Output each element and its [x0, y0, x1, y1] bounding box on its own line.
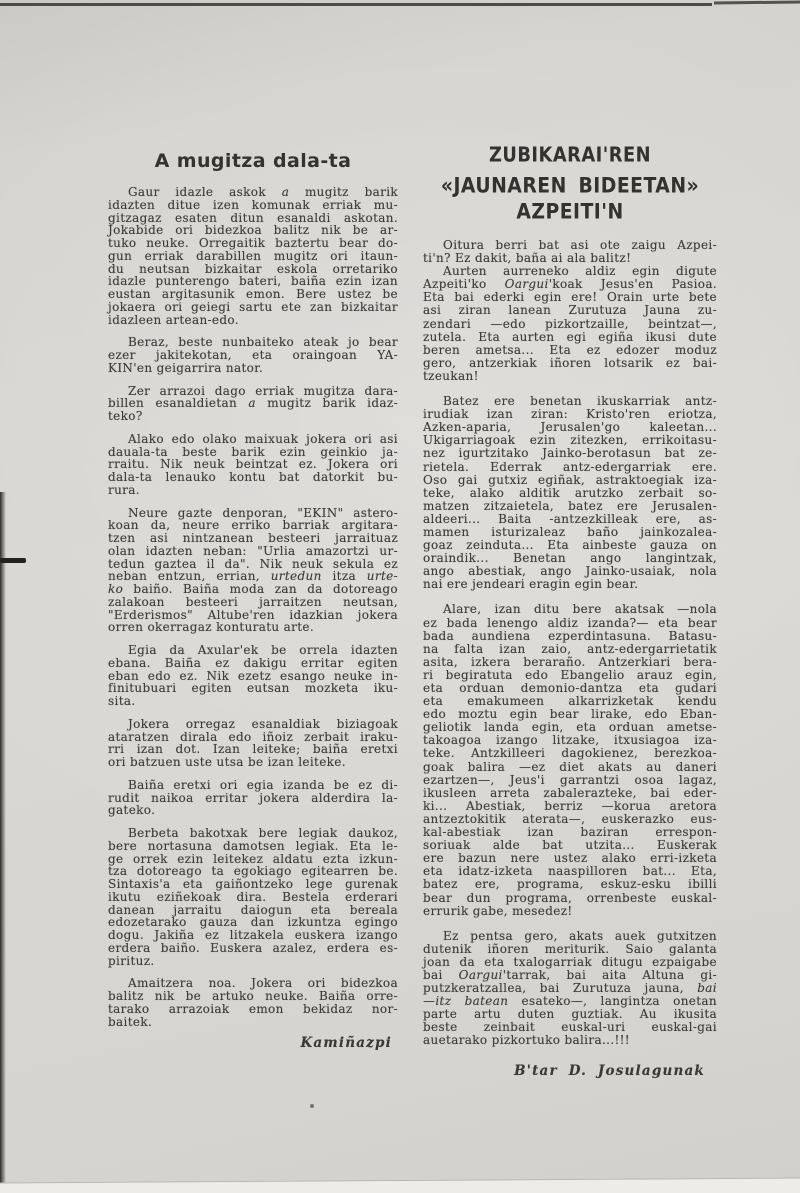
text-line: ere bazun nere ustez alako erri-izketa: [423, 851, 717, 866]
text-line: matzen zitzaietela, batez ere Jerusalen-: [423, 498, 717, 513]
text-line: zalakoan besteeri jarraitzen neutsan,: [108, 594, 398, 609]
text-line: Alako edo olako maixuak jokera ori asi: [128, 431, 398, 446]
paragraph: [108, 977, 398, 1028]
text-line: ezartzen—, Jeus'i garrantzi osoa lagaz,: [423, 772, 717, 787]
text-line: Sintaxis'a eta gaiñontzeko lege gurenak: [108, 877, 398, 891]
text-line: batez ere, programa, eskuz-esku ibilli: [423, 877, 717, 892]
text-line: Ez pentsa gero, akats auek gutxitzen: [443, 928, 717, 943]
text-line: gitzagaz esaten ditun esanaldi askotan.: [108, 210, 398, 225]
text-line: idazle punterengo bateri, baiña ezin izan: [108, 274, 398, 289]
text-line: rudit naikoa erritar jokera alderdira la-: [108, 790, 398, 805]
text-line: mamen isturizaleaz baño jainkozalea-: [423, 524, 717, 539]
text-line: ataratzen dirala edo iñoiz zerbait iraku-: [108, 729, 398, 744]
text-line: edozetarako gauza dan izkuntza egingo: [108, 915, 398, 930]
text-line: rraitu. Nik neuk beintzat ez. Jokera ori: [108, 457, 398, 472]
text-line: ikusleen arreta zabalerazteke, bai eder-: [423, 785, 717, 800]
text-line: asi ziran lanean Zurutuza Jauna zu-: [423, 303, 717, 318]
text-line: Neure gazte denporan, "EKIN" astero-: [128, 505, 398, 520]
text-line: eta orduan demonio-dantza eta gudari: [423, 681, 717, 695]
text-line: teke, alako alditik arutzko zerbait so-: [423, 485, 717, 500]
text-line: bear dun programa, orrenbeste euskal-: [423, 890, 717, 905]
page-top-edge-crack: [714, 1, 800, 5]
text-line: Berbeta bakotxak bere legiak daukoz,: [128, 826, 398, 840]
text-line: beste zeinbait euskal-uri euskal-gai: [423, 1020, 717, 1035]
text-line: oraindik... Benetan ango langintzak,: [423, 551, 717, 566]
text-line: tuko neuke. Orregaitik baztertu bear do-: [108, 236, 398, 250]
text-line: ebana. Baiña ez dakigu erritar egiten: [108, 655, 398, 670]
right-article-title-line2: «JAUNAREN BIDEETAN» AZPEITI'N: [440, 172, 700, 224]
text-line: Egia da Axular'ek be orrela idazten: [128, 643, 398, 657]
text-line: na falta izan zaio, antz-edergarrietatik: [423, 641, 717, 656]
text-line: bere nortasuna damotsen legiak. Eta le-: [108, 838, 398, 853]
text-line: Oso gai gutxiz egiñak, astraktoegiak iza-: [423, 472, 717, 487]
text-line: idazleen artean-edo.: [108, 312, 239, 327]
text-line: baitek.: [108, 1014, 153, 1029]
paragraph: [108, 507, 398, 635]
text-line: eban edo ez. Nik ezetz esango neuke in-: [108, 668, 398, 683]
text-line: ez bada lenengo aldiz izanda?— eta bear: [423, 615, 717, 630]
text-line: goak balira —ez diet akats au daneri: [423, 759, 717, 774]
text-line: putzkeratzallea, bai Zurutuza jauna, bai: [423, 981, 717, 996]
text-line: tzeukan!: [423, 368, 479, 383]
text-line: teko?: [108, 409, 143, 423]
left-article: [108, 150, 398, 1051]
text-line: dogu. Jakiña ez litzakela euskera izango: [108, 928, 398, 942]
paragraph: [108, 644, 398, 708]
margin-mark: [0, 558, 26, 563]
text-line: balitz nik be artuko neuke. Baiña orre-: [108, 989, 398, 1003]
text-line: tzen asi nintzanean besteeri jarraituaz: [108, 531, 398, 545]
text-line: erdera baiño. Euskera azalez, erdera es-: [108, 940, 398, 955]
text-line: rietela. Ederrak antz-edergarriak ere.: [423, 459, 717, 474]
text-line: Beraz, beste nunbaiteko ateak jo bear: [128, 335, 398, 350]
text-line: ri begiratuta edo Ebangelio arauz egin,: [423, 667, 717, 682]
text-line: takoagoa izango litzake, itxusiagoa iza-: [423, 733, 717, 748]
text-line: parte artu duten guztiak. Au ikusita: [423, 1007, 717, 1022]
text-line: ti'n? Ez dakit, baña ai ala balitz!: [423, 251, 632, 266]
text-line: Batez ere benetan ikuskarriak antz-: [443, 394, 717, 409]
text-line: danean jarraitu daiogun eta bereala: [108, 902, 398, 917]
paragraph: [423, 603, 717, 917]
text-line: jokaera ori geiegi sartu ete zan bizkaitar: [108, 299, 398, 314]
paragraph: [423, 265, 717, 383]
text-line: ori batzuen uste utsa be izan leiteke.: [108, 755, 346, 769]
paragraph: [108, 779, 398, 817]
text-line: kal-abestiak izan baziran errespon-: [423, 825, 717, 840]
right-article-title-line1: ZUBIKARAI'REN: [488, 143, 652, 167]
text-line: olan idazten neban: "Urlia amazortzi ur-: [108, 543, 398, 558]
text-line: Baiña eretxi ori egia izanda be ez di-: [128, 777, 398, 792]
text-line: zutela. Eta aurten egi egiña ikusi dute: [423, 329, 717, 344]
paragraph: [108, 336, 398, 374]
text-line: beren ametsa... Eta ez edozer moduz: [423, 342, 717, 357]
text-line: teke. Antzkilleeri dagokienez, berezkoa-: [423, 746, 717, 761]
text-line: errurik gabe, mesedez!: [423, 903, 573, 918]
text-line: koan da, neure erriko barriak argitara-: [108, 518, 398, 533]
text-line: gun erriak darabillen mugitz ori itaun-: [108, 248, 398, 263]
text-line: ikutu eziñekoak dira. Bestela erderari: [108, 889, 398, 904]
text-line: dutenik iñoren meriturik. Saio galanta: [423, 941, 717, 956]
text-line: tza dotoreago ta egokiago egitearren be.: [108, 864, 398, 879]
text-line: Ukigarriagoak ezin zitezken, errikoitasu-: [423, 433, 717, 448]
text-line: Oitura berri bat asi ote zaigu Azpei-: [443, 238, 717, 252]
paragraph: [423, 395, 717, 591]
text-line: Azpeiti'ko Oargui'koak Jesus'en Pasioa.: [423, 277, 717, 292]
right-article-body: [423, 239, 717, 1048]
text-line: tedun gaztea il da". Nik neuk sekula ez: [108, 556, 398, 571]
text-line: orren okerragaz konturatu arte.: [108, 620, 315, 635]
text-line: idazten ditue izen komunak erriak mu-: [108, 197, 398, 212]
right-article: [423, 144, 717, 1079]
text-line: eustan argitasunik emon. Bere ustez be: [108, 287, 398, 301]
text-line: irudiak izan ziran: Kristo'ren eriotza,: [423, 407, 717, 422]
text-line: du neutsan bizkaitar eskola orretariko: [108, 261, 398, 276]
text-line: billen esanaldietan a mugitz barik idaz-: [108, 396, 398, 411]
text-line: sita.: [108, 694, 136, 708]
text-line: rura.: [108, 482, 140, 497]
text-line: ko baiño. Baiña moda zan da dotoreago: [108, 582, 398, 596]
text-line: neban entzun, errian, urtedun itza urte-: [108, 569, 398, 584]
text-line: joan da eta txalogarriak ditugu ezpaigabe: [423, 954, 717, 969]
text-line: zendari —edo pizkortzaille, beintzat—,: [423, 316, 717, 331]
paragraph: [108, 827, 398, 967]
text-line: Alare, izan ditu bere akatsak —nola: [443, 602, 717, 617]
paragraph: [423, 239, 717, 265]
text-line: dauala-ta beste barik ezin geinkio ja-: [108, 444, 398, 459]
text-line: pirituz.: [108, 953, 155, 968]
text-line: rri izan dot. Izan leiteke; baiña eretxi: [108, 742, 398, 757]
text-line: Jokera orregaz esanaldiak biziagoak: [128, 716, 398, 731]
paragraph: [108, 186, 398, 326]
text-line: Azken-aparia, Jerusalen'go kaleetan...: [423, 420, 717, 435]
text-line: Amaitzera noa. Jokera ori bidezkoa: [128, 976, 398, 991]
text-line: gateko.: [108, 803, 156, 818]
text-line: auetarako pizkortuko balira...!!!: [423, 1033, 630, 1048]
text-line: eta idatz-izketa naaspilloren bat... Eta,: [423, 864, 717, 879]
text-line: Jokabide ori bidezkoa balitz nik be ar-: [108, 223, 398, 238]
left-article-title: A mugitza dala-ta: [154, 150, 352, 172]
text-line: —itz batean esateko—, langintza onetan: [423, 994, 717, 1009]
text-line: goaz zeinduta... Eta ainbeste gauza on: [423, 538, 717, 553]
left-article-signature: Kamiñazpi: [300, 1035, 392, 1052]
text-line: edo moztu egin bear lirake, edo Eban-: [423, 707, 717, 722]
text-line: Gaur idazle askok a mugitz barik: [128, 185, 399, 199]
text-line: ge orrek ezin leitekez aldatu ezta izkun-: [108, 851, 398, 866]
ink-speck: [310, 1104, 314, 1108]
text-line: ezer jakitekotan, eta oraingoan YA-: [108, 348, 398, 362]
text-line: ango abestiak, ango Jainko-usaiak, nola: [423, 564, 717, 579]
text-line: asita, izkera beraraño. Antzerkiari bera-: [423, 654, 717, 669]
text-line: antzeztokitik aterata—, euskerazko eus-: [423, 811, 717, 826]
text-line: finitubuari egiten eutsan mozketa iku-: [108, 681, 398, 696]
text-line: eta emakumeen alkarrizketak kendu: [423, 694, 717, 709]
text-line: Aurten aurreneko aldiz egin digute: [443, 264, 717, 279]
text-line: Eta bai ederki egin ere! Orain urte bete: [423, 290, 717, 305]
page-bottom-edge: [0, 1178, 800, 1193]
paragraph: [108, 718, 398, 769]
text-line: bada aundiena ezperdintasuna. Batasu-: [423, 628, 717, 643]
paragraph: [423, 930, 717, 1048]
page-top-edge: [0, 3, 712, 6]
text-line: Zer arrazoi dago erriak mugitza dara-: [128, 383, 398, 398]
text-line: ki... Abestiak, berriz —korua aretora: [423, 798, 717, 813]
text-line: tarako arrazoiak emon bekidaz nor-: [108, 1001, 398, 1016]
text-line: nez igurtzitako Jainko-berotasun bat ze-: [423, 446, 717, 461]
paragraph: [108, 385, 398, 423]
page-left-edge: [0, 492, 6, 1188]
left-article-body: [108, 186, 398, 1028]
text-line: bai Oargui'tarrak, bai aita Altuna gi-: [423, 967, 717, 982]
text-line: "Erderismos" Altube'ren idazkian jokera: [108, 607, 398, 622]
text-line: geliotik landa egin, eta orduan ametse-: [423, 720, 717, 735]
right-article-signature: B'tar D. Josulagunak: [514, 1062, 705, 1079]
text-line: KIN'en geigarrira nator.: [108, 360, 264, 375]
text-line: soriuak alde bat utzita... Euskerak: [423, 838, 717, 853]
text-line: nai ere jendeari eragin egin bear.: [423, 577, 639, 592]
paragraph: [108, 433, 398, 497]
text-line: gero, antzerkiak iñoren lotsarik ez bai-: [423, 355, 717, 370]
text-line: aldeeri... Baita -antzezkilleak ere, as-: [423, 511, 717, 526]
text-line: dala-ta lenauko kontu bat datorkit bu-: [108, 470, 398, 484]
